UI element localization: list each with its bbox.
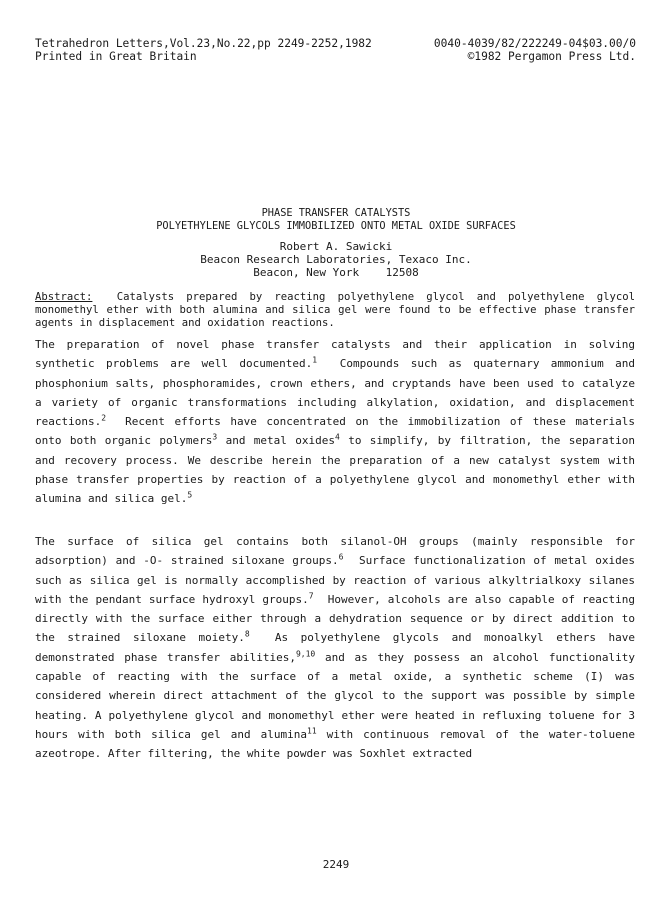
- sentence: The preparation of novel phase transfer catalysts and their application in solving synthetic problems are well documented.: [35, 338, 635, 371]
- sentence: to simplify, by filtration, the separation and recovery process. We describe herein the preparation of a new catalyst system with phase transfer properties by reaction of a polyethylene glycol and monomethyl ether with alumina and silica gel.: [35, 434, 636, 506]
- author-location: Beacon, New York 12508: [253, 266, 419, 279]
- body-paragraph-1: [35, 335, 635, 509]
- sentence: with continuous removal of the water-toluene azeotrope. After filtering, the white powder was Soxhlet extracted: [35, 727, 635, 761]
- reference-marker: 3: [212, 432, 218, 442]
- sentence: As polyethylene glycols and monoalkyl ethers have demonstrated phase transfer abilities,: [35, 631, 636, 664]
- sentence: However, alcohols are also capable of reacting directly with the surface either through a dehydration sequence or by direct addition to the strained siloxane moiety.: [35, 592, 636, 645]
- reference-marker: 11: [307, 726, 317, 736]
- sentence: Surface functionalization of metal oxides such as silica gel is normally accomplished by reaction of various alkyltrialkoxy silanes with the pendant surface hydroxyl groups.: [35, 554, 635, 606]
- sentence: The surface of silica gel contains both silanol-OH groups (mainly responsible for adsorption) and -O- strained siloxane groups.: [35, 535, 635, 568]
- sentence: and metal oxides: [225, 434, 336, 448]
- reference-marker: 8: [244, 629, 250, 639]
- reference-marker: 7: [308, 591, 314, 601]
- reference-marker: 6: [338, 552, 344, 562]
- page-number: 2249: [322, 858, 350, 871]
- journal-citation: Tetrahedron Letters,Vol.23,No.22,pp 2249-2252,1982: [35, 37, 372, 50]
- author-name: Robert A. Sawicki: [279, 240, 393, 253]
- reference-marker: 5: [187, 490, 193, 500]
- reference-marker: 2: [101, 413, 107, 423]
- sentence: Compounds such as quaternary ammonium and phosphonium salts, phosphoramides, crown ethers, and cryptands have been used to catalyze a variety of organic transformations including alkylation, oxidation, and displacement reactions.: [35, 357, 636, 429]
- sentence: Recent efforts have concentrated on the immobilization of these materials onto both organic polymers: [35, 415, 635, 448]
- body-paragraph-2: [35, 532, 635, 764]
- reference-marker: 4: [335, 432, 340, 442]
- sentence: and as they possess an alcohol functionality capable of reacting with the surface of a metal oxide, a synthetic scheme (I) was considered wherein direct attachment of the glycol to the support was possible by simple heating. A polyethylene glycol and monomethyl ether were heated in refluxing toluene for 3 hours with both silica gel and alumina: [35, 650, 635, 741]
- title-line-1: PHASE TRANSFER CATALYSTS: [261, 207, 411, 219]
- reference-marker: 1: [312, 355, 318, 365]
- copyright-notice: ©1982 Pergamon Press Ltd.: [467, 50, 636, 63]
- abstract-label: Abstract:: [35, 291, 93, 303]
- abstract-text: Catalysts prepared by reacting polyethylene glycol and polyethylene glycol monomethyl ether with both alumina and silica gel were found to be effective phase transfer agents in displacement and oxidation reactions.: [35, 291, 635, 330]
- title-line-2: POLYETHYLENE GLYCOLS IMMOBILIZED ONTO METAL OXIDE SURFACES: [156, 220, 516, 232]
- abstract: [35, 291, 635, 331]
- issn-code: 0040-4039/82/222249-04$03.00/0: [433, 37, 636, 50]
- author-affiliation: Beacon Research Laboratories, Texaco Inc.: [200, 253, 472, 266]
- reference-marker: 9,10: [295, 649, 316, 659]
- printed-in: Printed in Great Britain: [35, 50, 197, 63]
